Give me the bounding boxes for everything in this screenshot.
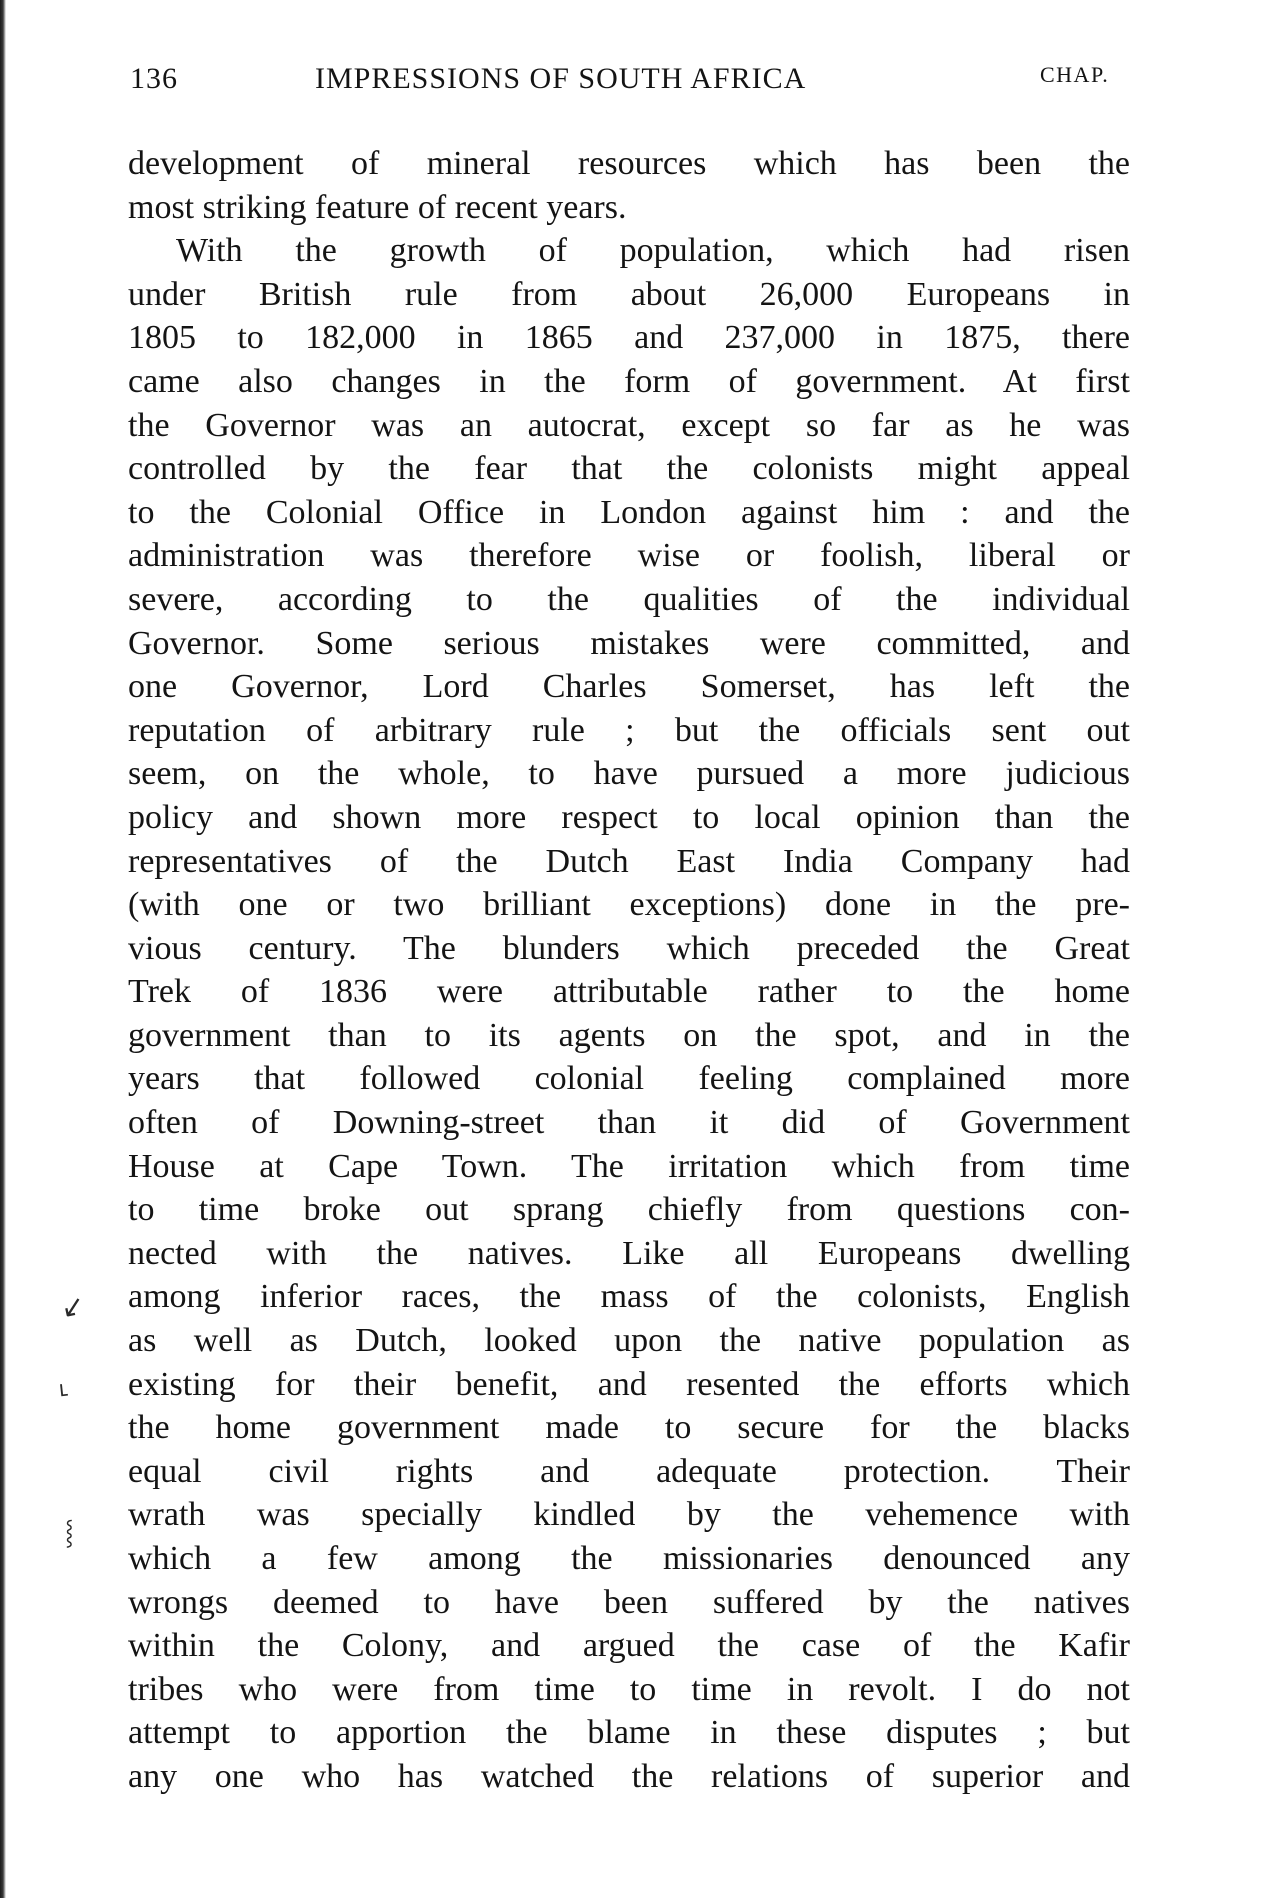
margin-pencil-mark: ⸾ xyxy=(65,1518,74,1546)
text-line: House at Cape Town. The irritation which from time xyxy=(128,1147,1130,1185)
page-binding-edge xyxy=(0,0,6,1898)
running-title: IMPRESSIONS OF SOUTH AFRICA xyxy=(315,62,807,95)
text-line: under British rule from about 26,000 Europeans in xyxy=(128,275,1130,313)
text-line: With the growth of population, which had risen xyxy=(176,232,1130,270)
text-line: often of Downing-street than it did of Government xyxy=(128,1104,1130,1142)
text-line: attempt to apportion the blame in these disputes ; but xyxy=(128,1714,1130,1752)
text-line: tribes who were from time to time in revolt. I do not xyxy=(128,1670,1130,1708)
text-line: among inferior races, the mass of the colonists, English xyxy=(128,1278,1130,1316)
text-line: administration was therefore wise or foolish, liberal or xyxy=(128,537,1130,575)
text-line: government than to its agents on the spot, and in the xyxy=(128,1016,1130,1054)
text-line: the home government made to secure for the blacks xyxy=(128,1409,1130,1447)
text-line: years that followed colonial feeling complained more xyxy=(128,1060,1130,1098)
body-text xyxy=(128,142,1130,1799)
text-line: equal civil rights and adequate protection. Their xyxy=(128,1452,1130,1490)
margin-annotations xyxy=(55,1287,95,1560)
text-line: (with one or two brilliant exceptions) done in the pre- xyxy=(128,886,1130,924)
chapter-label: CHAP. xyxy=(1040,62,1110,87)
text-line: came also changes in the form of government. At first xyxy=(128,362,1130,400)
text-line: to the Colonial Office in London against him : and the xyxy=(128,493,1130,531)
text-line: Governor. Some serious mistakes were committed, and xyxy=(128,624,1130,662)
margin-pencil-mark: ˪ xyxy=(57,1369,71,1404)
text-line: Trek of 1836 were attributable rather to the home xyxy=(128,973,1130,1011)
text-line: the Governor was an autocrat, except so far as he was xyxy=(128,406,1130,444)
text-line: controlled by the fear that the colonists might appeal xyxy=(128,450,1130,488)
text-line: 1805 to 182,000 in 1865 and 237,000 in 1875, there xyxy=(128,319,1130,357)
text-line: seem, on the whole, to have pursued a more judicious xyxy=(128,755,1130,793)
text-line: one Governor, Lord Charles Somerset, has left the xyxy=(128,668,1130,706)
text-line: as well as Dutch, looked upon the native population as xyxy=(128,1322,1130,1360)
text-line: vious century. The blunders which preceded the Great xyxy=(128,929,1130,967)
running-header xyxy=(130,52,1130,98)
text-line: which a few among the missionaries denounced any xyxy=(128,1540,1130,1577)
margin-pencil-mark: ↙ xyxy=(57,1287,88,1326)
text-line: severe, according to the qualities of the individual xyxy=(128,580,1130,618)
text-line: wrongs deemed to have been suffered by the natives xyxy=(128,1583,1130,1621)
text-line: to time broke out sprang chiefly from questions con- xyxy=(128,1191,1130,1229)
text-line: wrath was specially kindled by the vehemence with xyxy=(128,1496,1130,1534)
text-line: existing for their benefit, and resented the efforts which xyxy=(128,1365,1130,1403)
text-line: development of mineral resources which has been the xyxy=(128,145,1130,182)
text-line: within the Colony, and argued the case of the Kafir xyxy=(128,1627,1130,1665)
text-line: any one who has watched the relations of superior and xyxy=(128,1757,1130,1795)
page-number: 136 xyxy=(130,62,178,95)
text-line: nected with the natives. Like all Europeans dwelling xyxy=(128,1234,1130,1272)
text-line: most striking feature of recent years. xyxy=(128,188,627,226)
text-line: reputation of arbitrary rule ; but the officials sent out xyxy=(128,711,1130,749)
text-line: policy and shown more respect to local opinion than the xyxy=(128,798,1130,836)
text-line: representatives of the Dutch East India Company had xyxy=(128,842,1130,880)
